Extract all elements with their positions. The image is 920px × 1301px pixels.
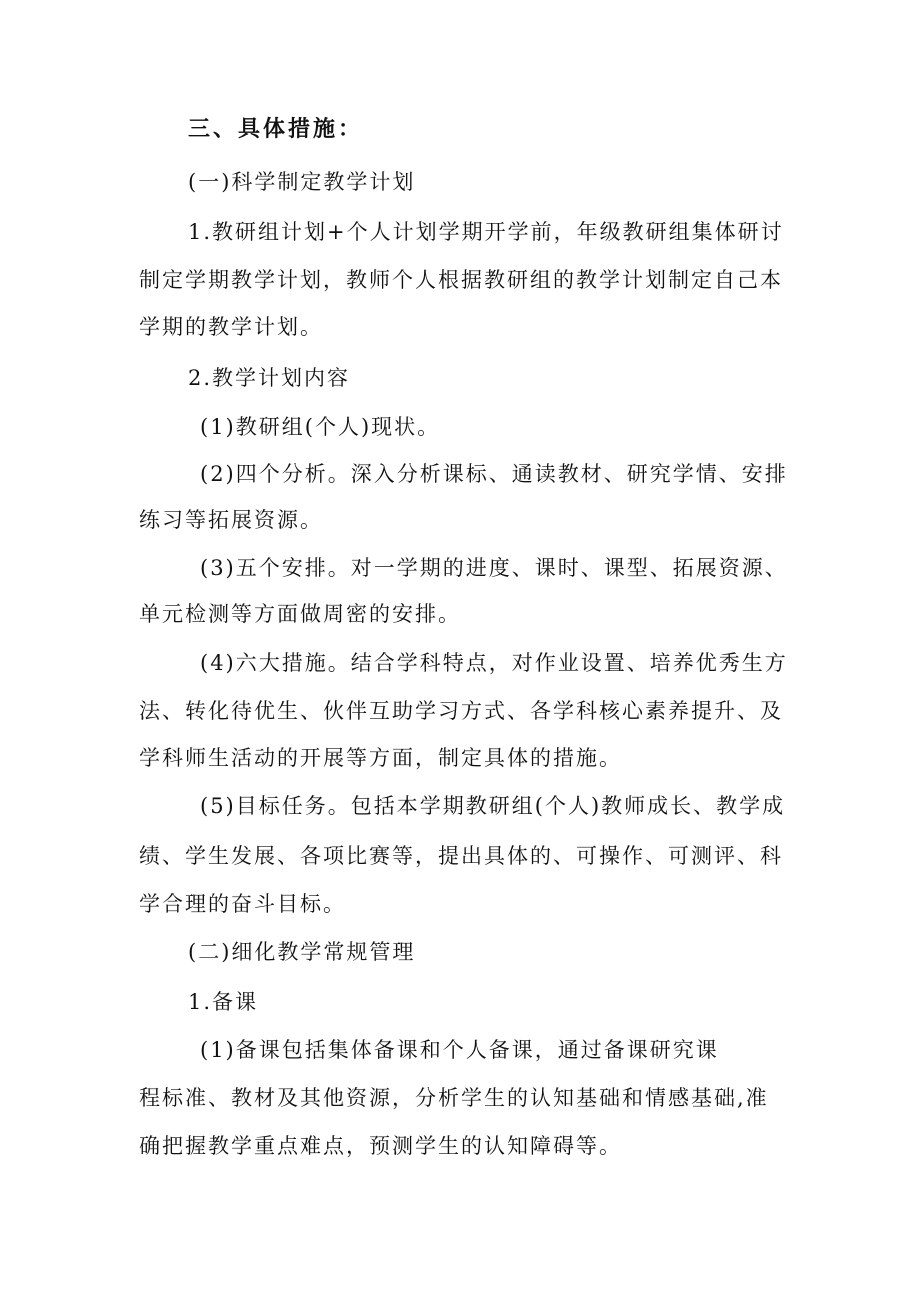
part1-item2-sub3-line2: 单元检测等方面做周密的安排。 <box>139 602 461 626</box>
part1-item1-line2: 制定学期教学计划，教师个人根据教研组的教学计划制定自己本 <box>139 268 783 292</box>
part1-item2-sub4-line3: 学科师生活动的开展等方面，制定具体的措施。 <box>139 746 622 770</box>
part1-item2-sub4-line2: 法、转化待优生、伙伴互助学习方式、各学科核心素养提升、及 <box>139 699 783 723</box>
part1-item2-sub2-line1: (2)四个分析。深入分析课标、通读教材、研究学情、安排 <box>200 462 788 486</box>
part1-item2-sub5-line1: (5)目标任务。包括本学期教研组(个人)教师成长、教学成 <box>200 794 786 818</box>
part1-item2-sub3-line1: (3)五个安排。对一学期的进度、课时、课型、拓展资源、 <box>200 556 788 580</box>
part2-item1-sub1-line3: 确把握教学重点难点，预测学生的认知障碍等。 <box>139 1134 622 1158</box>
part2-item1-sub1-line1: (1)备课包括集体备课和个人备课，通过备课研究课 <box>200 1038 719 1062</box>
part1-item2-sub4-line1: (4)六大措施。结合学科特点，对作业设置、培养优秀生方 <box>200 651 788 675</box>
part2-item1-sub1-line2: 程标准、教材及其他资源，分析学生的认知基础和情感基础,准 <box>139 1086 769 1110</box>
part1-item2-title: 2.教学计划内容 <box>188 366 351 390</box>
part1-item2-sub5-line3: 学合理的奋斗目标。 <box>139 892 346 916</box>
part2-title: (二)细化教学常规管理 <box>188 940 416 964</box>
part1-title: (一)科学制定教学计划 <box>188 170 416 194</box>
part1-item2-sub2-line2: 练习等拓展资源。 <box>139 508 323 532</box>
part1-item1-line1: 1.教研组计划+个人计划学期开学前，年级教研组集体研讨 <box>188 220 784 244</box>
part1-item1-line3: 学期的教学计划。 <box>139 315 323 339</box>
part1-item2-sub1: (1)教研组(个人)现状。 <box>200 415 441 439</box>
part2-item1-title: 1.备课 <box>188 990 259 1014</box>
section-heading: 三、具体措施： <box>188 117 364 142</box>
part1-item2-sub5-line2: 绩、学生发展、各项比赛等，提出具体的、可操作、可测评、科 <box>139 844 783 868</box>
